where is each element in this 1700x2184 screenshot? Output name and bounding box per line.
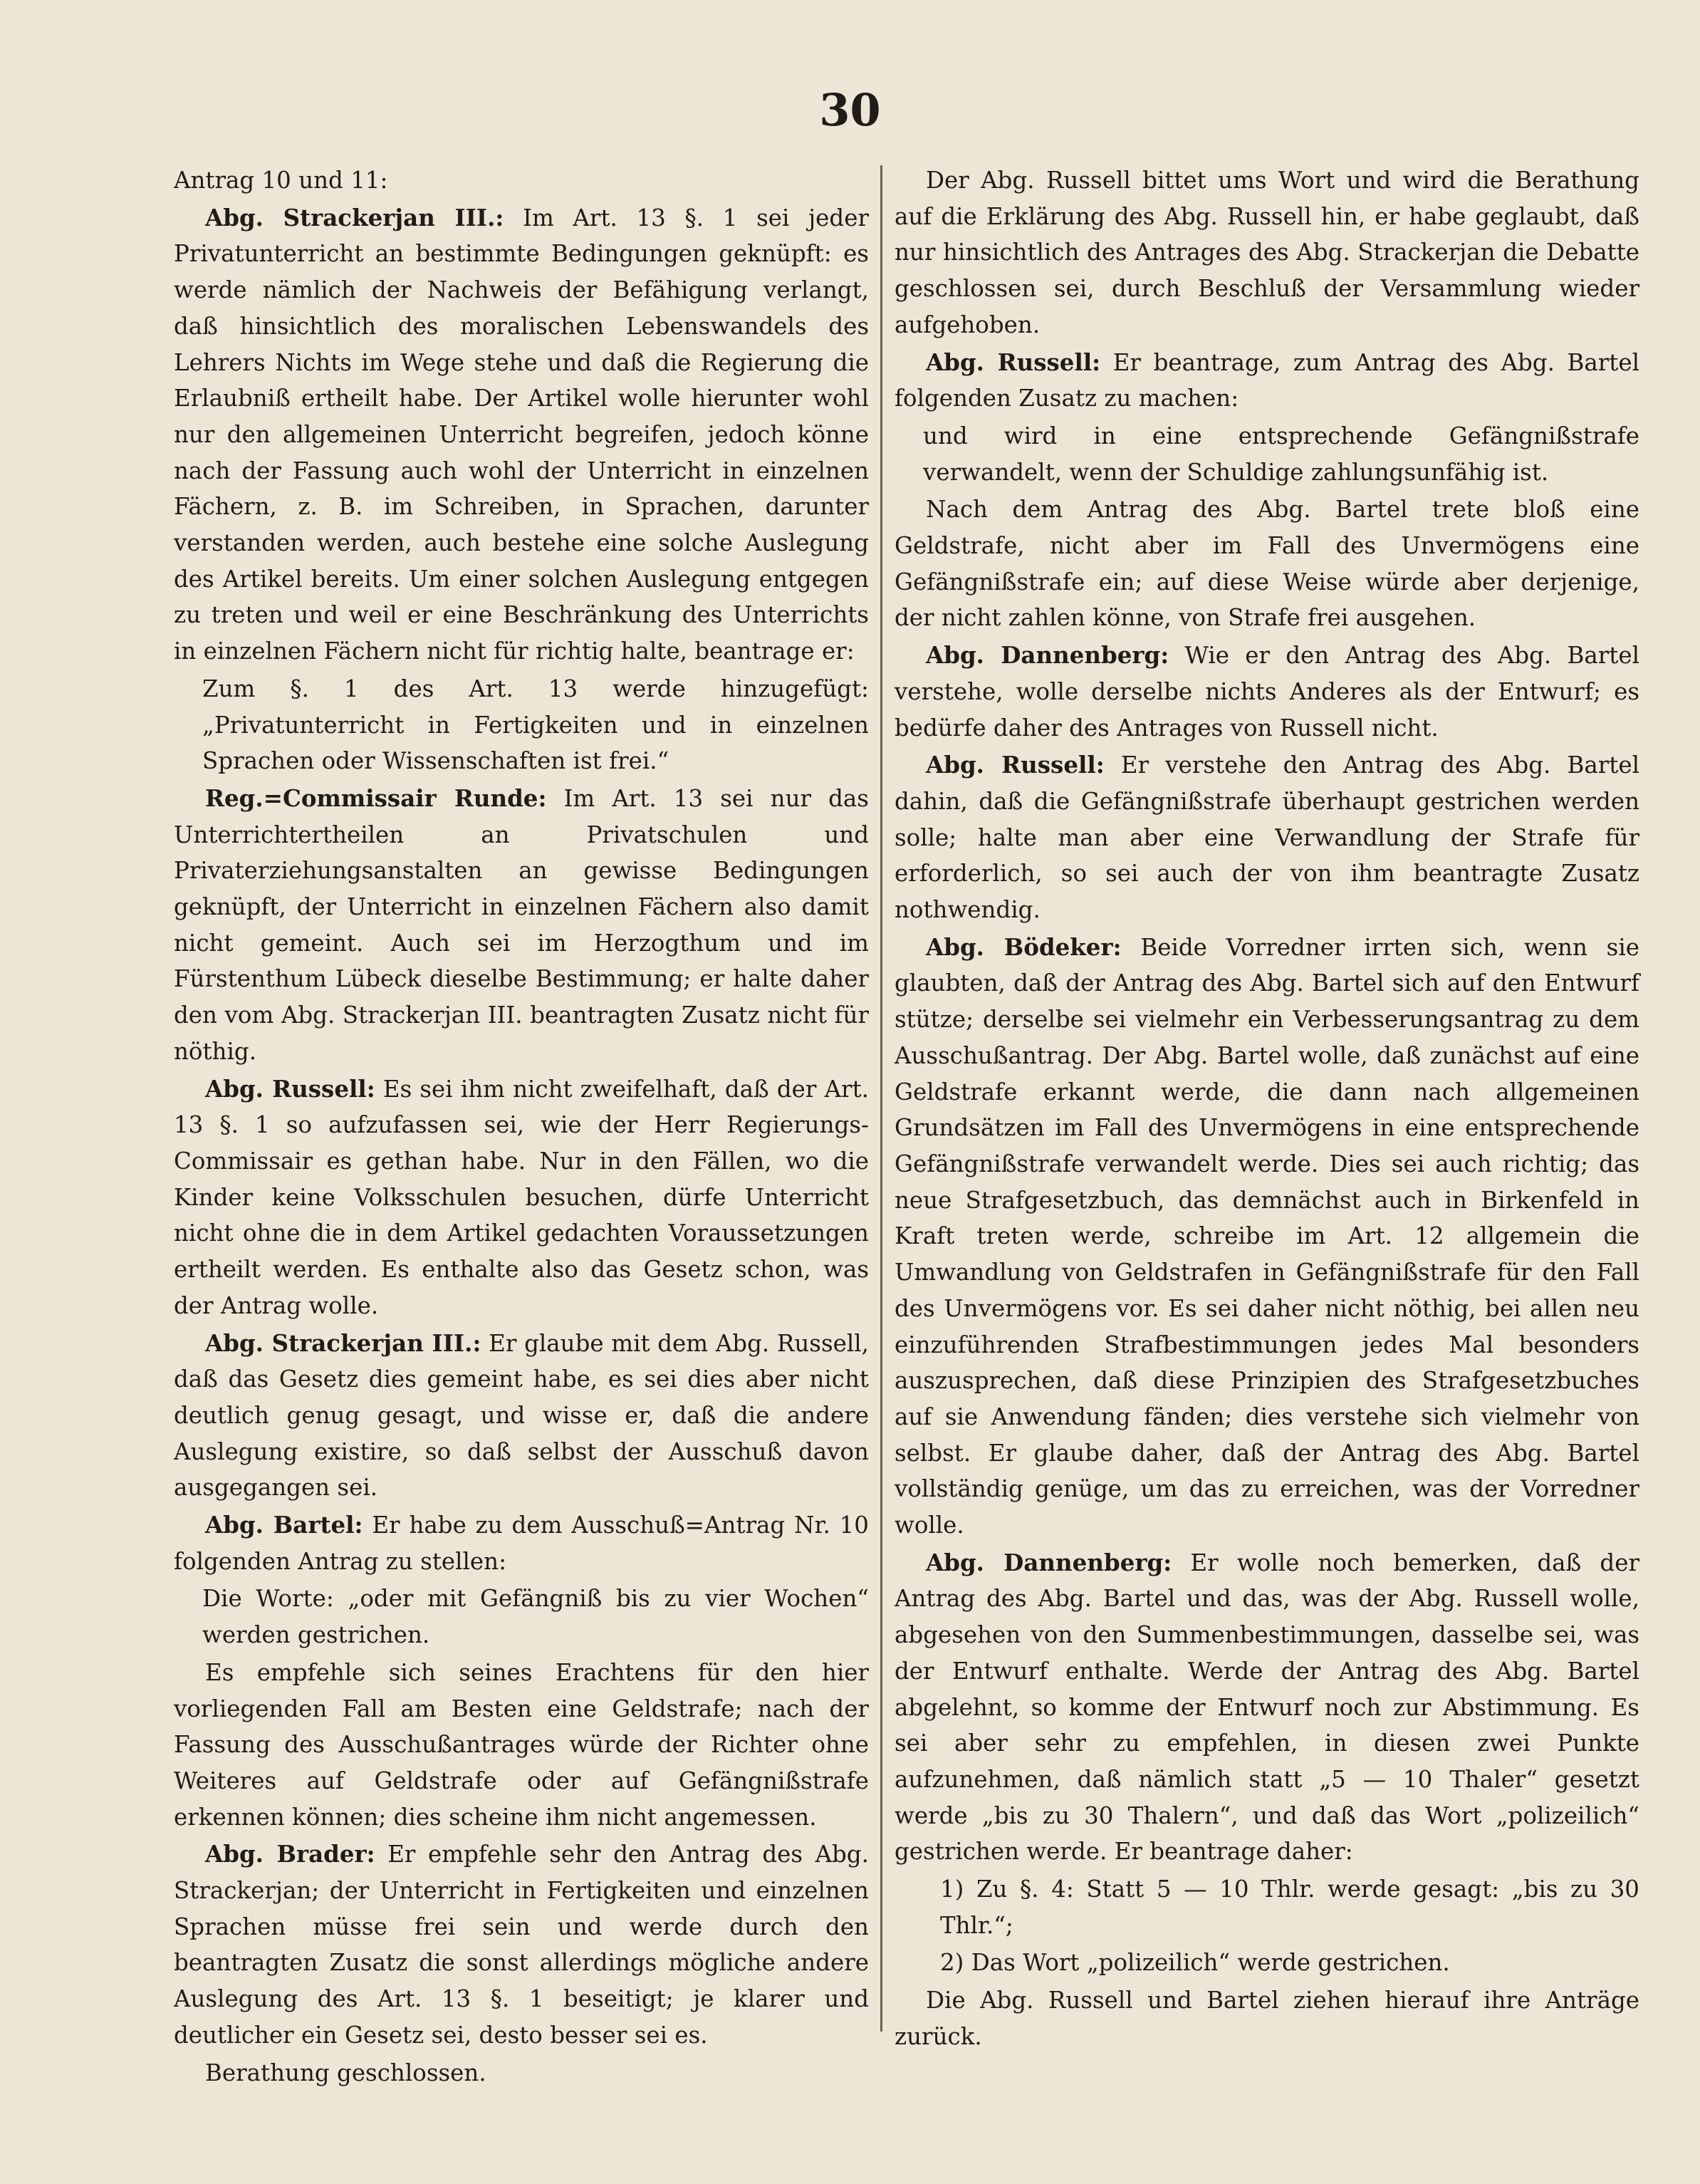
paragraph-text: Beide Vorredner irrten sich, wenn sie glaubten, daß der Antrag des Abg. Bartel sich auf den Entwurf stütze; derselbe sei vielmehr ein Verbesserungsantrag zu dem Ausschußantrag. Der Abg. Bartel wolle, daß zunächst auf eine Geldstrafe erkannt werde, die dann nach allgemeinen Grundsätzen im Fall des Unvermögens in eine entsprechende Gefängnißstrafe verwandelt werde. Dies sei auch richtig; das neue Strafgesetzbuch, das demnächst auch in Birkenfeld in Kraft treten werde, schreibe im Art. 12 allgemein die Umwandlung von Geldstrafen in Gefängnißstrafe für den Fall des Unvermögens vor. Es sei daher nicht nöthig, bei allen neu einzuführenden Strafbestimmungen jedes Mal besonders auszusprechen, daß diese Prinzipien des Strafgesetzbuches auf sie Anwendung fänden; dies verstehe sich vielmehr von selbst. Er glaube daher, daß der Antrag des Abg. Bartel vollständig genüge, um das zu erreichen, was der Vorredner wolle. — [895, 933, 1639, 1539]
paragraph-text: Die Worte: „oder mit Gefängniß bis zu vier Wochen“ werden gestrichen. — [202, 1585, 869, 1649]
right-column-paragraph — [895, 747, 1639, 928]
right-column-paragraph — [895, 930, 1639, 1544]
paragraph-text: und wird in eine entsprechende Gefängnißstrafe verwandelt, wenn der Schuldige zahlungsunfähig ist. — [923, 422, 1639, 486]
left-column-paragraph — [202, 1581, 869, 1653]
right-column — [895, 162, 1639, 2071]
left-column-paragraph — [174, 1655, 869, 1836]
right-column-paragraph — [895, 1982, 1639, 2054]
speaker-label: Abg. Strackerjan III.: — [205, 1328, 481, 1357]
paragraph-text: Es empfehle sich seines Erachtens für den hier vorliegenden Fall am Besten eine Geldstrafe; nach der Fassung des Ausschußantrages würde der Richter ohne Weiteres auf Geldstrafe oder auf Gefängnißstrafe erkennen können; dies scheine ihm nicht angemessen. — [174, 1658, 869, 1831]
left-column-paragraph — [174, 2055, 869, 2091]
column-divider — [880, 165, 882, 2032]
paragraph-text: Es sei ihm nicht zweifelhaft, daß der Art. 13 §. 1 so aufzufassen sei, wie der Herr Regierungs-Commissair es gethan habe. Nur in den Fällen, wo die Kinder keine Volksschulen besuchen, dürfe Unterricht nicht ohne die in dem Artikel gedachten Voraussetzungen ertheilt werden. Es enthalte also das Gesetz schon, was der Antrag wolle. — [174, 1075, 869, 1319]
right-column-paragraph — [895, 638, 1639, 746]
speaker-label: Abg. Dannenberg: — [926, 641, 1169, 670]
paragraph-text: Im Art. 13 §. 1 sei jeder Privatunterricht an bestimmte Bedingungen geknüpft: es werde nämlich der Nachweis der Befähigung verlangt, daß hinsichtlich des moralischen Lebenswandels des Lehrers Nichts im Wege stehe und daß die Regierung die Erlaubniß ertheilt habe. Der Artikel wolle hierunter wohl nur den allgemeinen Unterricht begreifen, jedoch könne nach der Fassung auch wohl der Unterricht in einzelnen Fächern, z. B. im Schreiben, in Sprachen, darunter verstanden werden, auch bestehe eine solche Auslegung des Artikel bereits. Um einer solchen Auslegung entgegen zu treten und weil er eine Beschränkung des Unterrichts in einzelnen Fächern nicht für richtig halte, beantrage er: — [174, 204, 869, 665]
speaker-label: Abg. Bödeker: — [926, 932, 1122, 961]
left-column-paragraph — [174, 781, 869, 1070]
paragraph-text: Der Abg. Russell bittet ums Wort und wird die Berathung auf die Erklärung des Abg. Russell hin, er habe geglaubt, daß nur hinsichtlich des Antrages des Abg. Strackerjan die Debatte geschlossen sei, durch Beschluß der Versammlung wieder aufgehoben. — [895, 167, 1639, 338]
page-number: 30 — [819, 84, 881, 136]
speaker-label: Reg.=Commissair Runde: — [205, 784, 547, 812]
speaker-label: Abg. Dannenberg: — [926, 1548, 1172, 1576]
paragraph-text: Zum §. 1 des Art. 13 werde hinzugefügt: „Privatunterricht in Fertigkeiten und in einzelnen Sprachen oder Wissenschaften ist frei.“ — [202, 675, 869, 775]
paragraph-text: Er beantrage, zum Antrag des Abg. Bartel folgenden Zusatz zu machen: — [895, 348, 1639, 412]
left-column-paragraph — [174, 1507, 869, 1579]
speaker-label: Abg. Strackerjan III.: — [205, 203, 504, 232]
paragraph-text: Antrag 10 und 11: — [174, 167, 388, 194]
paragraph-text: 1) Zu §. 4: Statt 5 — 10 Thlr. werde gesagt: „bis zu 30 Thlr.“; — [940, 1876, 1639, 1939]
right-column-paragraph — [895, 345, 1639, 417]
speaker-label: Abg. Russell: — [205, 1074, 375, 1103]
right-column-paragraph — [940, 1871, 1639, 1943]
right-column-paragraph — [895, 492, 1639, 636]
paragraph-text: Die Abg. Russell und Bartel ziehen hierauf ihre Anträge zurück. — [895, 1987, 1639, 2050]
paragraph-text: Im Art. 13 sei nur das Unterrichtertheilen an Privatschulen und Privaterziehungsanstalten an gewisse Bedingungen geknüpft, der Unterricht in einzelnen Fächern also damit nicht gemeint. Auch sei im Herzogthum und im Fürstenthum Lübeck dieselbe Bestimmung; er halte daher den vom Abg. Strackerjan III. beantragten Zusatz nicht für nöthig. — [174, 784, 869, 1065]
paragraph-text: Nach dem Antrag des Abg. Bartel trete bloß eine Geldstrafe, nicht aber im Fall des Unvermögens eine Gefängnißstrafe ein; auf diese Weise würde aber derjenige, der nicht zahlen könne, von Strafe frei ausgehen. — [895, 496, 1639, 632]
left-column-paragraph — [174, 1836, 869, 2053]
right-column-paragraph — [895, 162, 1639, 343]
right-column-paragraph — [940, 1945, 1639, 1981]
paragraph-text: Berathung geschlossen. — [205, 2059, 486, 2086]
speaker-label: Abg. Brader: — [205, 1840, 375, 1868]
paragraph-text: 2) Das Wort „polizeilich“ werde gestrichen. — [940, 1949, 1450, 1977]
paragraph-text: Er wolle noch bemerken, daß der Antrag des Abg. Bartel und das, was der Abg. Russell wolle, abgesehen von den Summenbestimmungen, dasselbe sei, was der Entwurf enthalte. Werde der Antrag des Abg. Bartel abgelehnt, so komme der Entwurf noch zur Abstimmung. Es sei aber sehr zu empfehlen, in diesen zwei Punkte aufzunehmen, daß nämlich statt „5 — 10 Thaler“ gesetzt werde „bis zu 30 Thalern“, und daß das Wort „polizeilich“ gestrichen werde. Er beantrage daher: — [895, 1549, 1639, 1866]
paragraph-text: Er verstehe den Antrag des Abg. Bartel dahin, daß die Gefängnißstrafe überhaupt gestrichen werden solle; halte man aber eine Verwandlung der Strafe für erforderlich, so sei auch der von ihm beantragte Zusatz nothwendig. — [895, 752, 1639, 924]
speaker-label: Abg. Russell: — [926, 348, 1101, 376]
left-column-paragraph — [174, 200, 869, 670]
left-column-paragraph — [202, 671, 869, 779]
left-column-paragraph — [174, 1071, 869, 1324]
speaker-label: Abg. Russell: — [926, 751, 1105, 779]
left-column-paragraph — [174, 162, 869, 199]
paragraph-text: Er empfehle sehr den Antrag des Abg. Strackerjan; der Unterricht in Fertigkeiten und einzelnen Sprachen müsse frei sein und werde durch den beantragten Zusatz die sonst allerdings mögliche andere Auslegung des Art. 13 §. 1 beseitigt; je klarer und deutlicher ein Gesetz sei, desto besser sei es. — [174, 1841, 869, 2049]
right-column-paragraph — [895, 1545, 1639, 1870]
speaker-label: Abg. Bartel: — [205, 1511, 363, 1539]
left-column-paragraph — [174, 1326, 869, 1507]
paragraph-text: Er glaube mit dem Abg. Russell, daß das Gesetz dies gemeint habe, es sei dies aber nicht deutlich genug gesagt, und wisse er, daß die andere Auslegung existire, so daß selbst der Ausschuß davon ausgegangen sei. — [174, 1329, 869, 1502]
paragraph-text: Wie er den Antrag des Abg. Bartel verstehe, wolle derselbe nichts Anderes als der Entwurf; es bedürfe daher des Antrages von Russell nicht. — [895, 642, 1639, 742]
right-column-paragraph — [923, 418, 1639, 490]
left-column — [174, 162, 869, 2086]
paragraph-text: Er habe zu dem Ausschuß=Antrag Nr. 10 folgenden Antrag zu stellen: — [174, 1512, 869, 1575]
